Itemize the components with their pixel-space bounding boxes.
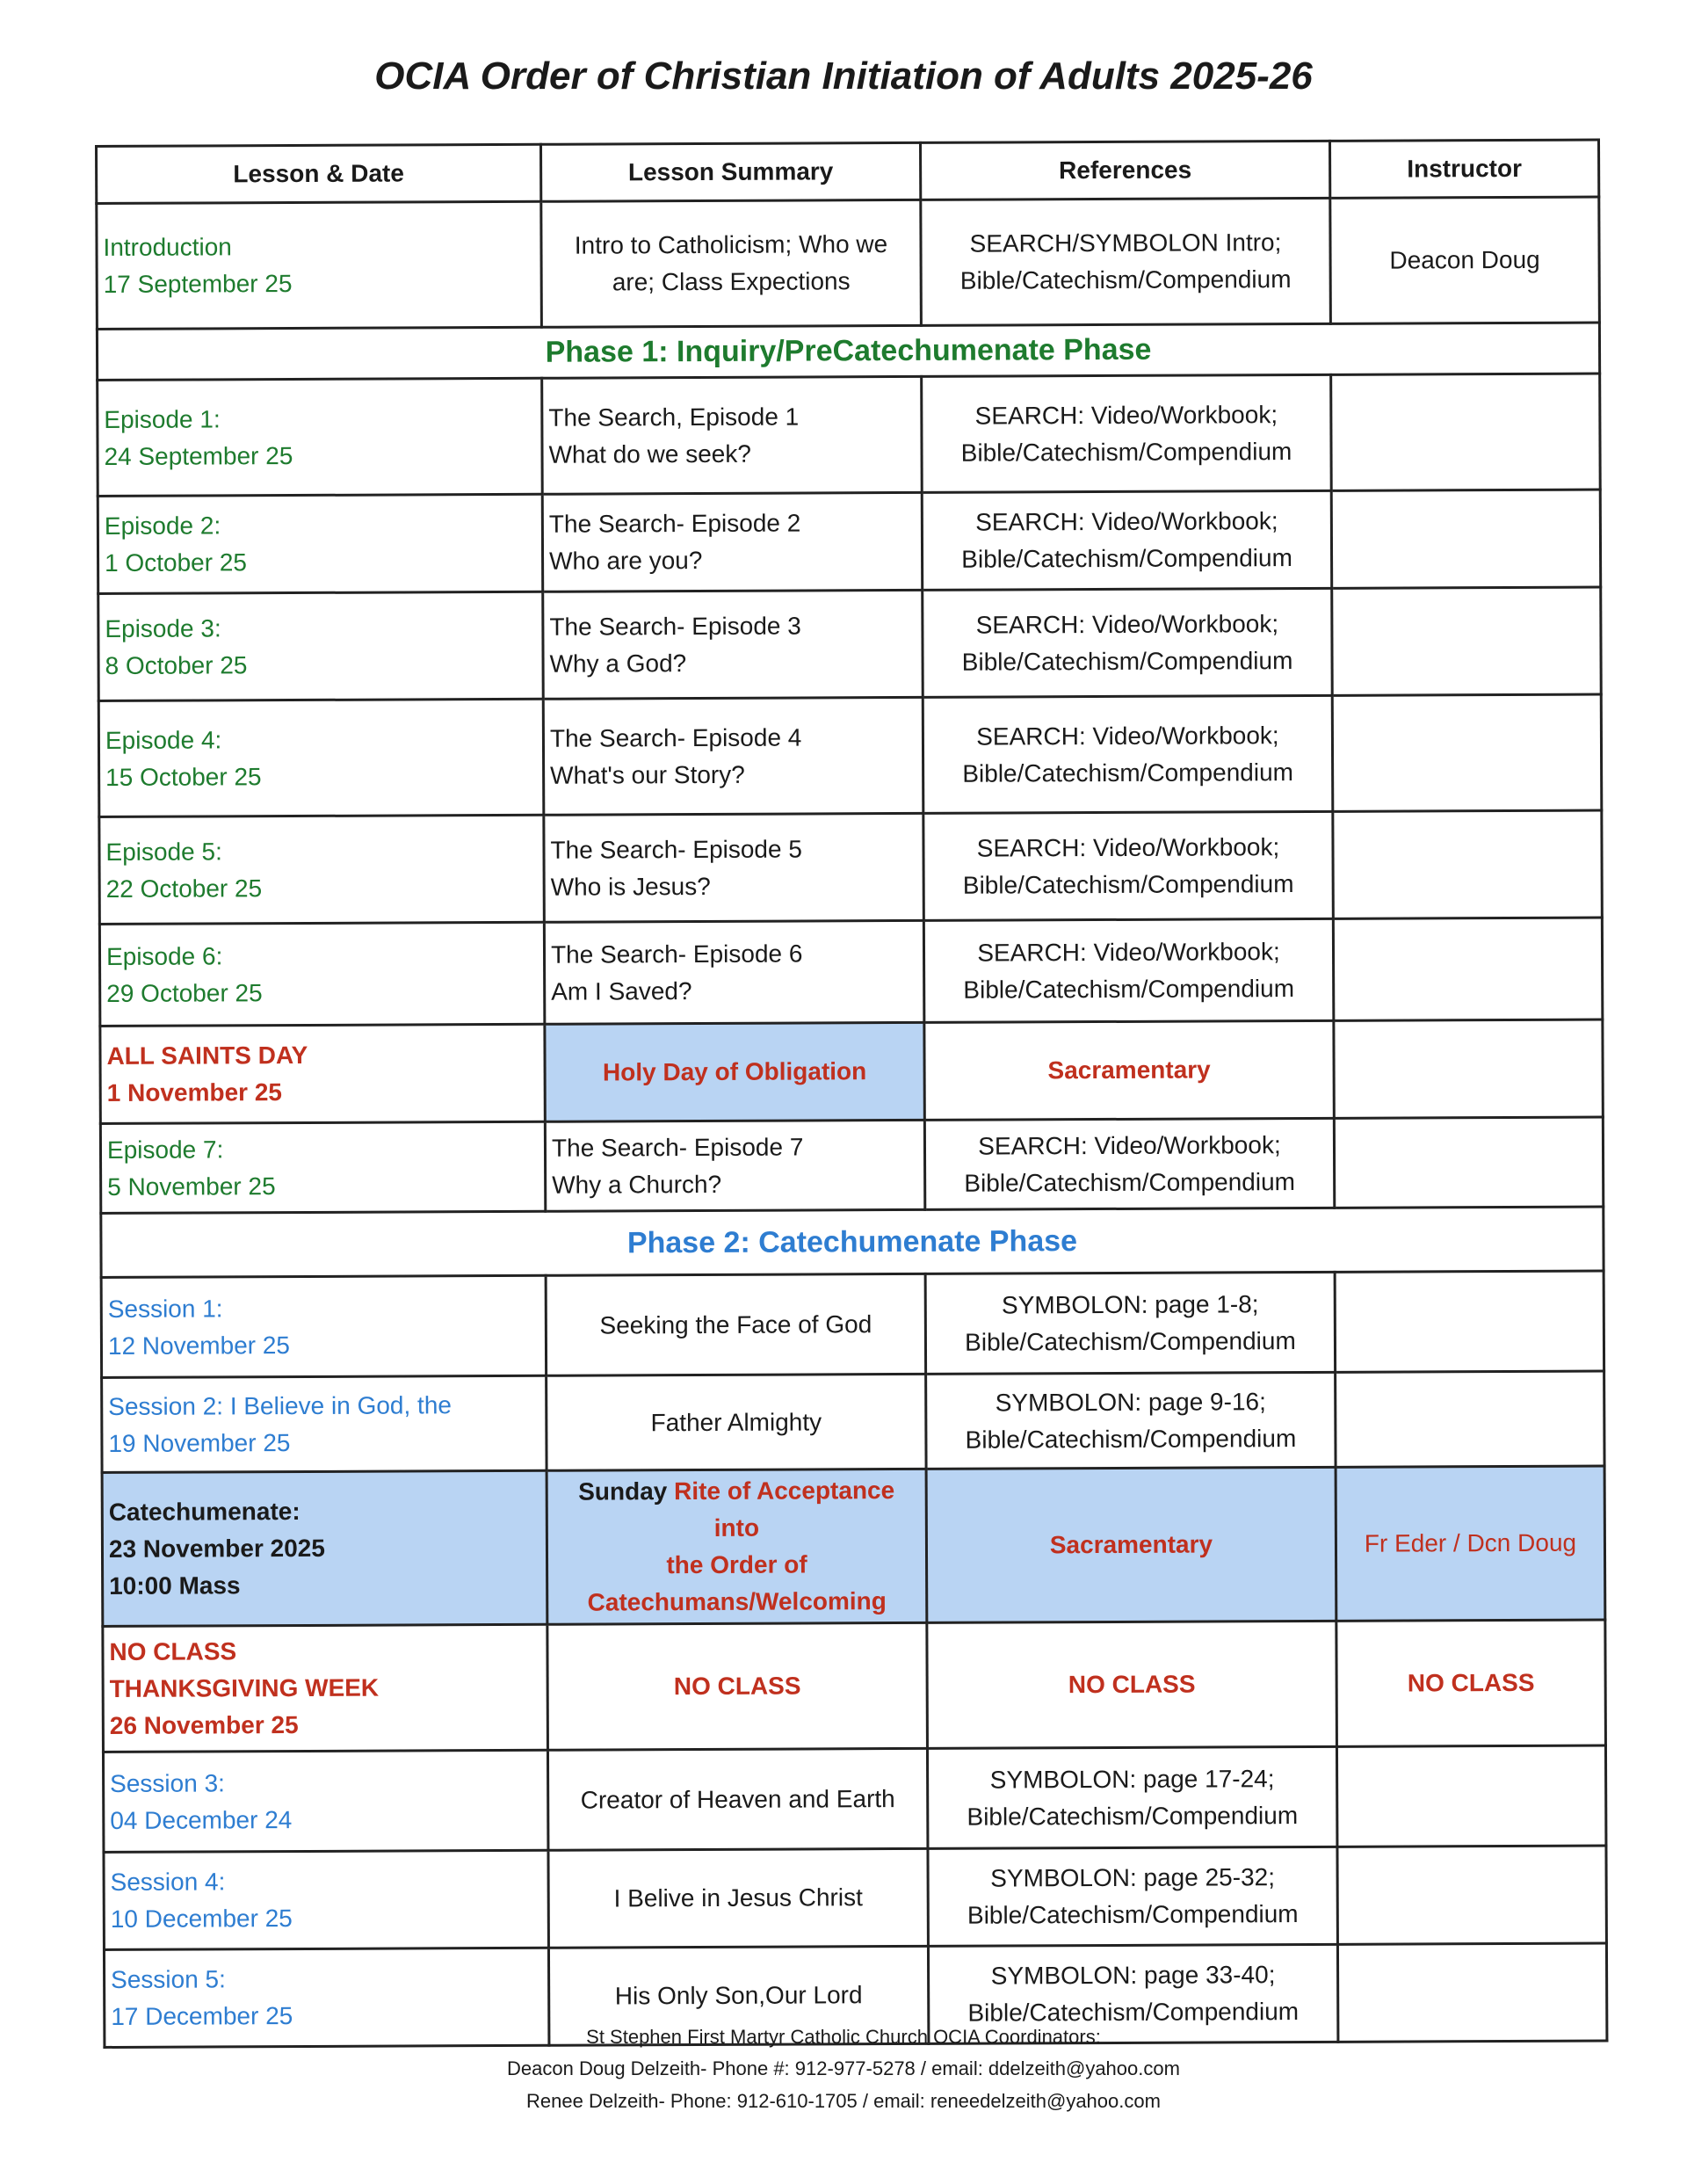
instructor-cell [1336, 1620, 1606, 1746]
instructor-cell [1332, 587, 1602, 695]
summary-line: Creator of Heaven and Earth [580, 1784, 895, 1814]
phase-heading: Phase 1: Inquiry/PreCatechumenate Phase [97, 323, 1599, 380]
lesson-row [104, 1846, 1606, 1949]
lesson-line: 10 December 25 [110, 1905, 293, 1933]
instructor-cell [1335, 1271, 1604, 1372]
summary-line: His Only Son,Our Lord [614, 1981, 863, 2010]
reference-line: SEARCH: Video/Workbook; [978, 1130, 1281, 1160]
lesson-row [103, 1620, 1606, 1752]
summary-line: The Search- Episode 3 [549, 611, 801, 641]
reference-line: SYMBOLON: page 1-8; [1001, 1289, 1259, 1319]
references-cell [923, 588, 1333, 697]
lesson-line: Episode 3: [105, 613, 221, 642]
lesson-line: ALL SAINTS DAY [106, 1041, 308, 1070]
lesson-row [100, 1019, 1603, 1123]
reference-line: Bible/Catechism/Compendium [960, 437, 1292, 467]
lesson-date-cell [99, 922, 545, 1026]
lesson-date-cell [98, 591, 544, 700]
lesson-date-cell [97, 201, 542, 329]
reference-line: SEARCH: Video/Workbook; [977, 937, 1280, 967]
lesson-line: Episode 5: [105, 837, 222, 866]
summary-line: NO CLASS [673, 1672, 801, 1701]
lesson-line: 1 October 25 [105, 548, 248, 577]
lesson-summary-cell [547, 1622, 928, 1750]
reference-line: Bible/Catechism/Compendium [967, 1801, 1299, 1831]
lesson-line: Session 2: I Believe in God, the [108, 1390, 453, 1420]
summary-line: Who are you? [549, 546, 703, 575]
lesson-line: 04 December 24 [110, 1805, 293, 1834]
lesson-summary-cell [548, 1848, 928, 1948]
reference-line: Sacramentary [1049, 1530, 1213, 1559]
reference-line: SYMBOLON: page 25-32; [990, 1863, 1276, 1892]
lesson-line: NO CLASS [109, 1637, 237, 1665]
lesson-date-cell [103, 1624, 548, 1752]
instructor-cell [1336, 1371, 1604, 1467]
schedule-table [95, 139, 1608, 2049]
reference-line: SYMBOLON: page 17-24; [989, 1764, 1275, 1794]
lesson-summary-cell [545, 1120, 924, 1211]
lesson-date-cell [104, 1850, 548, 1949]
lesson-summary-cell [542, 492, 922, 591]
reference-line: SEARCH: Video/Workbook; [976, 832, 1280, 862]
reference-line: SYMBOLON: page 33-40; [990, 1961, 1276, 1990]
lesson-line: 15 October 25 [105, 762, 262, 791]
instructor-cell [1332, 694, 1602, 811]
header-lesson-date: Lesson & Date [97, 144, 541, 203]
summary-day: Sunday [578, 1477, 668, 1506]
references-cell [926, 1372, 1336, 1469]
lesson-summary-cell [546, 1273, 925, 1375]
lesson-line: Introduction [103, 233, 232, 261]
reference-line: SEARCH: Video/Workbook; [975, 609, 1279, 639]
header-row [97, 140, 1599, 203]
summary-line: Why a Church? [552, 1170, 722, 1199]
lesson-date-cell [98, 494, 542, 593]
lesson-row [103, 1745, 1605, 1852]
reference-line: SEARCH: Video/Workbook; [976, 721, 1279, 751]
lesson-line: Episode 4: [105, 725, 222, 754]
lesson-summary-cell [543, 590, 923, 699]
references-cell [923, 918, 1334, 1022]
instructor-cell [1331, 490, 1600, 588]
summary-line: I Belive in Jesus Christ [613, 1883, 863, 1912]
summary-line: the Order of [666, 1550, 807, 1579]
lesson-line: Catechumenate: [108, 1497, 300, 1526]
lesson-row [98, 490, 1600, 593]
footer-renee-contact: Renee Delzeith- Phone: 912-610-1705 / email: reneedelzeith@yahoo.com [526, 2089, 1161, 2112]
references-cell [922, 374, 1332, 492]
instructor-cell [1333, 810, 1603, 918]
lesson-row [99, 918, 1602, 1026]
lesson-row [99, 810, 1603, 924]
summary-line: Why a God? [549, 649, 687, 678]
lesson-summary-cell [541, 200, 922, 327]
references-cell [921, 198, 1331, 325]
lesson-line: 24 September 25 [104, 441, 293, 470]
lesson-line: Episode 6: [105, 941, 223, 970]
summary-line: are; Class Expections [612, 267, 851, 296]
lesson-row [100, 1117, 1603, 1213]
lesson-line: 19 November 25 [108, 1428, 291, 1457]
lesson-line: Session 5: [111, 1965, 226, 1993]
references-cell [922, 490, 1331, 590]
phase-heading: Phase 2: Catechumenate Phase [101, 1207, 1604, 1277]
footer-church: St Stephen First Martyr Catholic Church OCIA Coordinators: [586, 2026, 1101, 2048]
lesson-line: Episode 1: [104, 404, 221, 433]
lesson-date-cell [102, 1470, 547, 1626]
lesson-row [98, 374, 1601, 496]
summary-line: What's our Story? [550, 760, 745, 789]
schedule-body [97, 197, 1607, 2047]
lesson-summary-cell [544, 920, 924, 1024]
lesson-line: 1 November 25 [106, 1078, 282, 1107]
reference-line: SEARCH/SYMBOLON Intro; [969, 229, 1282, 258]
lesson-summary-cell [544, 813, 924, 922]
summary-line: Am I Saved? [551, 976, 692, 1005]
reference-line: SYMBOLON: page 9-16; [995, 1387, 1266, 1417]
lesson-date-cell [103, 1750, 547, 1852]
lesson-summary-cell [547, 1748, 927, 1850]
reference-line: Bible/Catechism/Compendium [965, 1424, 1297, 1454]
summary-line: The Search- Episode 5 [550, 834, 802, 864]
lesson-line: Episode 2: [104, 512, 221, 540]
instructor-name: Deacon Doug [1389, 245, 1540, 274]
reference-line: Bible/Catechism/Compendium [967, 1998, 1300, 2027]
reference-line: SEARCH: Video/Workbook; [975, 507, 1278, 536]
lesson-line: Session 4: [110, 1868, 226, 1896]
header-instructor: Instructor [1329, 140, 1598, 198]
instructor-cell [1331, 374, 1601, 490]
lesson-date-cell [100, 1121, 545, 1213]
lesson-line: 10:00 Mass [109, 1571, 241, 1600]
header-lesson-summary: Lesson Summary [541, 142, 921, 201]
summary-line: The Search- Episode 2 [548, 509, 801, 538]
lesson-date-cell [102, 1375, 547, 1472]
lesson-date-cell [99, 815, 545, 924]
header-references: References [920, 141, 1329, 200]
lesson-line: 8 October 25 [105, 650, 248, 679]
instructor-cell [1336, 1466, 1605, 1621]
reference-line: Bible/Catechism/Compendium [964, 1167, 1296, 1197]
reference-line: Bible/Catechism/Compendium [959, 265, 1292, 294]
references-cell [925, 1272, 1335, 1374]
reference-line: Bible/Catechism/Compendium [963, 974, 1295, 1004]
references-cell [928, 1847, 1337, 1946]
reference-line: Bible/Catechism/Compendium [965, 1326, 1296, 1356]
instructor-cell [1334, 1117, 1603, 1208]
references-cell [923, 695, 1333, 813]
summary-line-text: Rite of Acceptance into [674, 1477, 895, 1542]
lesson-row [97, 197, 1600, 329]
reference-line: Bible/Catechism/Compendium [967, 1900, 1299, 1929]
phase-heading-row [101, 1207, 1604, 1277]
references-cell [926, 1467, 1336, 1622]
summary-line: Father Almighty [650, 1407, 822, 1436]
lesson-line: 5 November 25 [107, 1172, 276, 1201]
lesson-line: 17 December 25 [111, 2002, 293, 2030]
lesson-row [101, 1271, 1604, 1377]
footer-contacts [0, 2021, 1687, 2117]
instructor-cell [1336, 1745, 1605, 1847]
instructor-name: Fr Eder / Dcn Doug [1364, 1528, 1577, 1557]
lesson-line: THANKSGIVING WEEK [109, 1673, 380, 1702]
references-cell [924, 1118, 1334, 1209]
reference-line: Bible/Catechism/Compendium [961, 646, 1293, 676]
summary-line: Intro to Catholicism; Who we [574, 230, 888, 259]
lesson-line: 29 October 25 [106, 978, 263, 1007]
lesson-row [102, 1466, 1605, 1626]
reference-line: SEARCH: Video/Workbook; [974, 400, 1278, 430]
summary-line: The Search- Episode 4 [549, 722, 802, 752]
instructor-cell [1337, 1846, 1606, 1944]
references-cell [924, 1020, 1334, 1120]
reference-line: Bible/Catechism/Compendium [961, 544, 1292, 573]
lesson-line: 22 October 25 [105, 874, 263, 903]
lesson-row [98, 694, 1602, 816]
summary-line: What do we seek? [548, 439, 751, 468]
lesson-row [98, 587, 1602, 700]
reference-line: Sacramentary [1047, 1056, 1211, 1085]
instructor-name: NO CLASS [1407, 1668, 1535, 1697]
document-title: OCIA Order of Christian Initiation of Adults 2025-26 [374, 54, 1313, 98]
summary-line: Seeking the Face of God [599, 1310, 872, 1339]
instructor-cell [1330, 197, 1600, 323]
lesson-date-cell [100, 1024, 545, 1123]
lesson-line: 17 September 25 [103, 270, 293, 298]
reference-line: NO CLASS [1068, 1670, 1196, 1699]
lesson-row [102, 1371, 1604, 1472]
lesson-date-cell [101, 1275, 546, 1377]
summary-line: Catechumans/Welcoming [587, 1587, 887, 1616]
instructor-cell [1333, 918, 1603, 1020]
instructor-cell [1334, 1019, 1603, 1118]
reference-line: Bible/Catechism/Compendium [962, 869, 1294, 899]
lesson-line: Session 3: [110, 1768, 225, 1797]
reference-line: Bible/Catechism/Compendium [962, 758, 1293, 787]
references-cell [923, 811, 1334, 920]
footer-deacon-contact: Deacon Doug Delzeith- Phone #: 912-977-5278 / email: ddelzeith@yahoo.com [507, 2057, 1180, 2080]
lesson-date-cell [98, 699, 544, 816]
lesson-line: Session 1: [107, 1294, 223, 1323]
lesson-summary-cell [543, 697, 923, 815]
lesson-summary-cell [545, 1022, 924, 1121]
references-cell [927, 1746, 1336, 1848]
summary-line [554, 1472, 920, 1548]
summary-line: Holy Day of Obligation [602, 1057, 867, 1086]
lesson-line: 23 November 2025 [108, 1534, 325, 1563]
summary-line: The Search- Episode 7 [551, 1132, 804, 1162]
references-cell [927, 1621, 1337, 1748]
summary-line: Who is Jesus? [550, 872, 711, 901]
lesson-summary-cell [542, 376, 923, 494]
lesson-summary-cell [547, 1374, 926, 1470]
summary-line: The Search, Episode 1 [548, 403, 800, 432]
lesson-date-cell [98, 378, 543, 496]
lesson-line: Episode 7: [106, 1135, 224, 1164]
lesson-line: 26 November 25 [109, 1711, 299, 1739]
phase-heading-row [97, 323, 1599, 380]
lesson-summary-cell [547, 1469, 927, 1624]
summary-line: The Search- Episode 6 [550, 939, 803, 969]
lesson-line: 12 November 25 [107, 1331, 291, 1360]
